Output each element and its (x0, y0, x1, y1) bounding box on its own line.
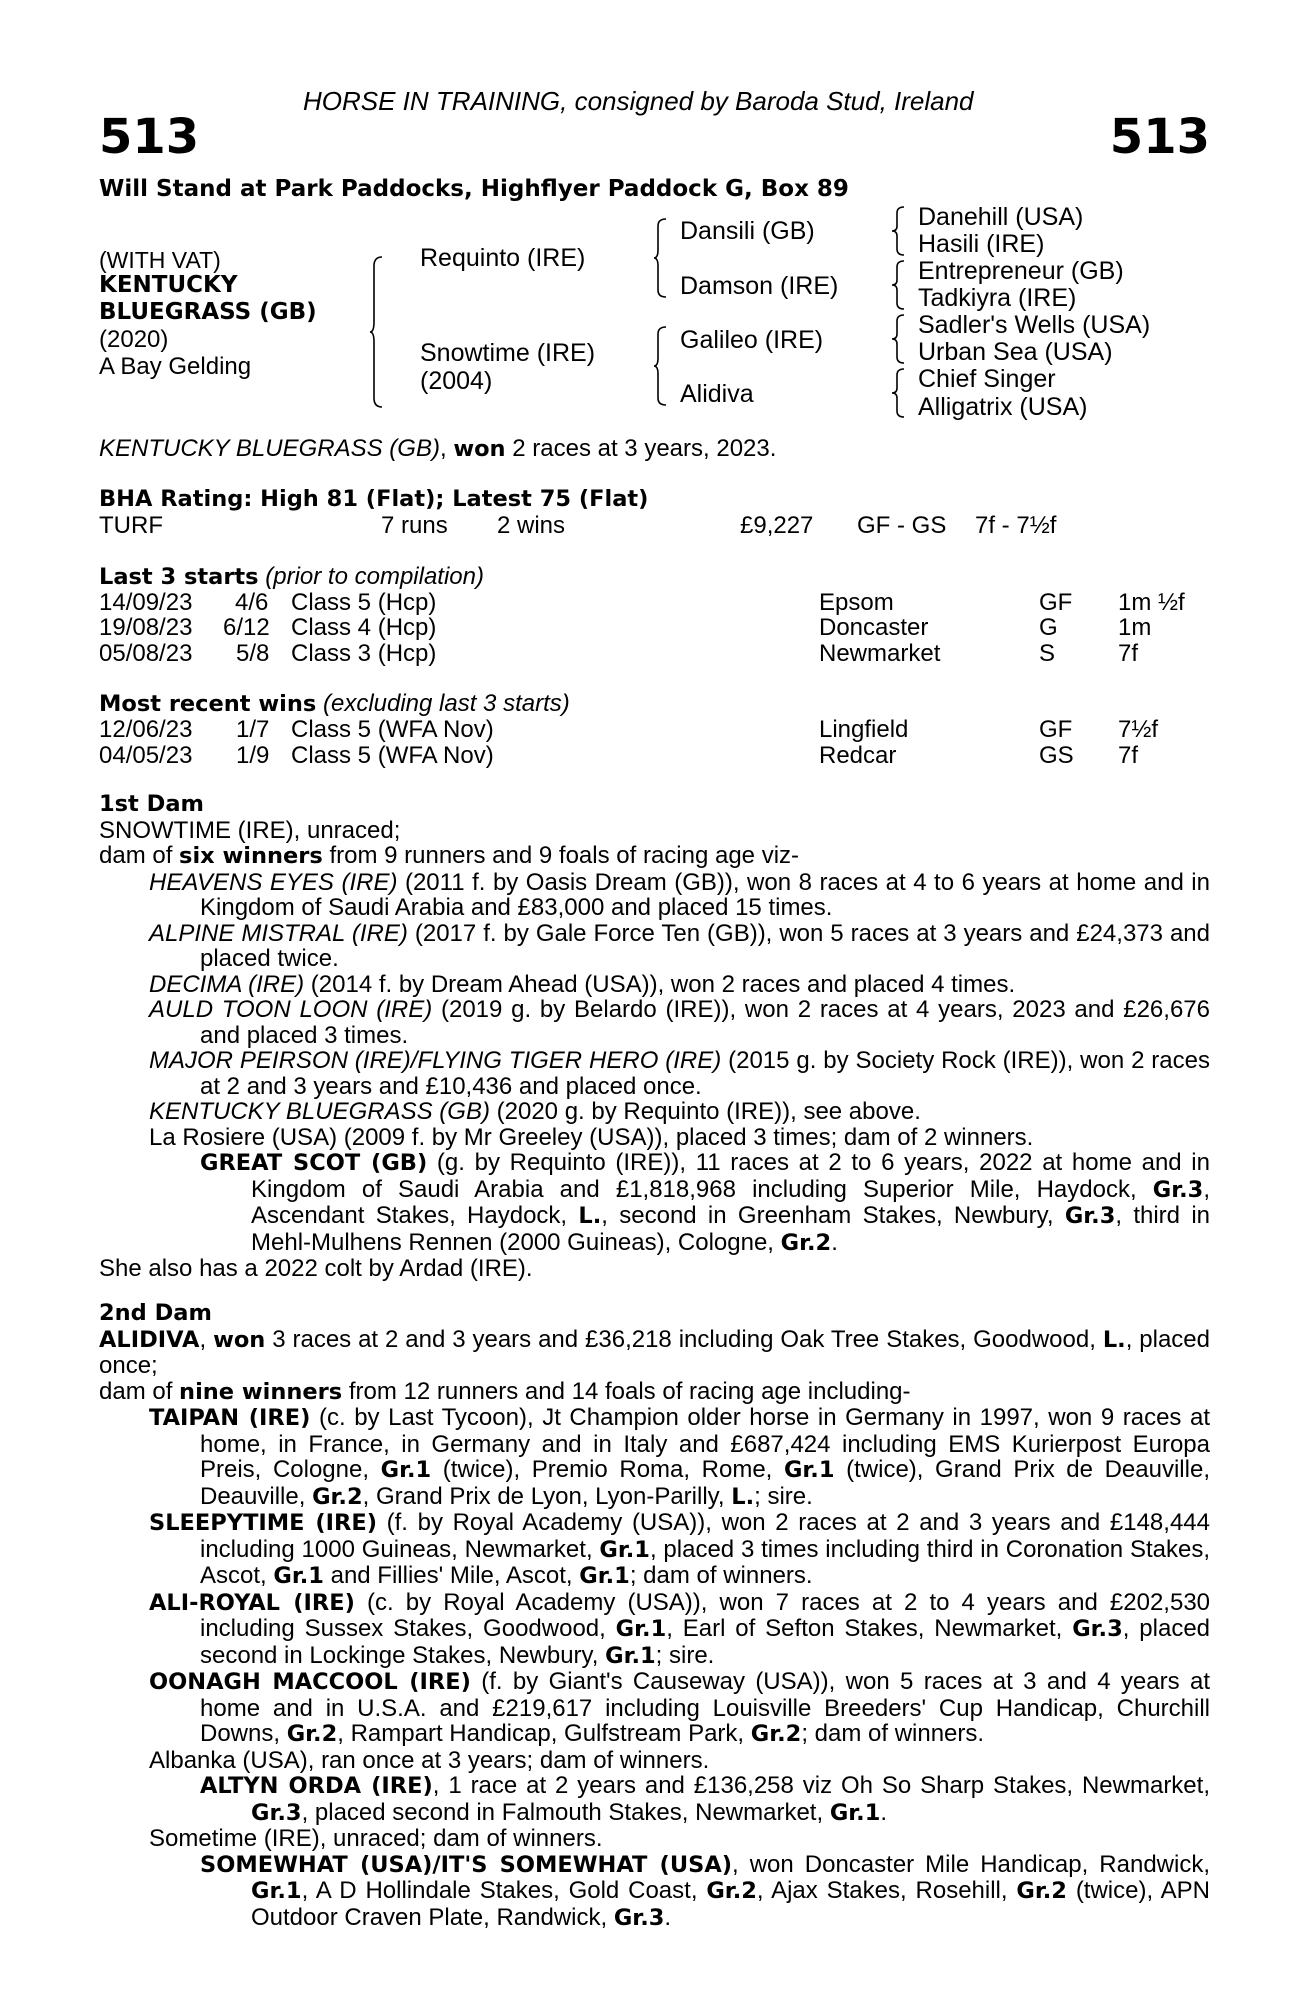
summary-horse-name: KENTUCKY BLUEGRASS (GB) (99, 435, 440, 462)
pedigree-dam: Snowtime (IRE) (420, 339, 596, 367)
rating-wins: 2 wins (497, 512, 566, 539)
recent-win-row: 04/05/23 1/9 Class 5 (WFA Nov) Redcar GS 7f (99, 742, 1139, 769)
produce-entry: SLEEPYTIME (IRE) (f. by Royal Academy (USA)), won 2 races at 2 and 3 years and £148,444 including 1000 Guineas, Newmarket, Gr.1, placed 3 times including third in Coronation Stakes, Ascot, Gr.1 and Fillies' Mile, Ascot, Gr.1; dam of winners. (149, 1509, 1210, 1589)
pedigree-brace-sd (891, 260, 905, 310)
pedigree-ddd: Alligatrix (USA) (918, 393, 1088, 421)
pedigree-dss: Sadler's Wells (USA) (918, 311, 1151, 339)
pedigree-sire-sire: Dansili (GB) (680, 217, 815, 245)
pedigree-dam-dam: Alidiva (680, 380, 754, 408)
last3-row: 14/09/23 4/6 Class 5 (Hcp) Epsom GF 1m ½f (99, 589, 1185, 616)
pedigree-ssd: Hasili (IRE) (918, 230, 1045, 258)
pedigree-sds: Entrepreneur (GB) (918, 257, 1124, 285)
rating-distance: 7f - 7½f (975, 512, 1057, 539)
last3-row: 19/08/23 6/12 Class 4 (Hcp) Doncaster G 1m (99, 614, 1152, 641)
grand-produce-entry: GREAT SCOT (GB) (g. by Requinto (IRE)), 11 races at 2 to 6 years, 2022 at home and in Kingdom of Saudi Arabia and £1,818,968 including Superior Mile, Haydock, Gr.3, Ascendant Stakes, Haydock, L., second in Greenham Stakes, Newbury, Gr.3, third in Mehl-Mulhens Rennen (2000 Guineas), Cologne, Gr.2. (200, 1149, 1211, 1256)
produce-entry: HEAVENS EYES (IRE) (2011 f. by Oasis Dream (GB)), won 8 races at 4 to 6 years at home and in Kingdom of Saudi Arabia and £83,000 and placed 15 times. (149, 868, 1210, 921)
produce-entry: KENTUCKY BLUEGRASS (GB) (2020 g. by Requinto (IRE)), see above. (149, 1098, 921, 1125)
pedigree-brace-sire (653, 218, 667, 298)
horse-name-line1: KENTUCKY (99, 272, 238, 298)
rating-going: GF - GS (857, 512, 947, 539)
produce-entry: Sometime (IRE), unraced; dam of winners. (149, 1825, 603, 1852)
lot-number-right: 513 (1109, 109, 1210, 165)
horse-year: (2020) (99, 326, 169, 353)
first-dam-produce: dam of six winners from 9 runners and 9 foals of racing age viz- (99, 842, 800, 869)
grand-produce-entry: ALTYN ORDA (IRE), 1 race at 2 years and £136,258 viz Oh So Sharp Stakes, Newmarket, Gr.3, placed second in Falmouth Stakes, Newmarket, Gr.1. (200, 1772, 1210, 1826)
produce-entry: DECIMA (IRE) (2014 f. by Dream Ahead (USA)), won 2 races and placed 4 times. (149, 970, 1016, 998)
pedigree-dam-year: (2004) (420, 367, 493, 395)
produce-entry: TAIPAN (IRE) (c. by Last Tycoon), Jt Champion older horse in Germany in 1997, won 9 races at home, in France, in Germany and in Italy and £687,424 including EMS Kurierpost Europa Preis, Cologne, Gr.1 (twice), Premio Roma, Rome, Gr.1 (twice), Grand Prix de Deauville, Deauville, Gr.2, Grand Prix de Lyon, Lyon-Parilly, L.; sire. (149, 1404, 1210, 1510)
grand-produce-entry: SOMEWHAT (USA)/IT'S SOMEWHAT (USA), won Doncaster Mile Handicap, Randwick, Gr.1, A D Hollindale Stakes, Gold Coast, Gr.2, Ajax Stakes, Rosehill, Gr.2 (twice), APN Outdoor Craven Plate, Randwick, Gr.3. (200, 1850, 1211, 1931)
summary-won: won (453, 436, 506, 462)
pedigree-brace-dd (891, 368, 905, 418)
pedigree-sss: Danehill (USA) (918, 203, 1084, 231)
consignment-header: HORSE IN TRAINING, consigned by Baroda Stud, Ireland (303, 86, 974, 116)
rating-runs: 7 runs (381, 512, 448, 539)
produce-entry: AULD TOON LOON (IRE) (2019 g. by Belardo (IRE)), won 2 races at 4 years, 2023 and £26,676 and placed 3 times. (149, 996, 1210, 1049)
race-summary: KENTUCKY BLUEGRASS (GB), won 2 races at 3 years, 2023. (99, 435, 777, 462)
catalogue-page (99, 0, 1210, 2000)
rating-surface: TURF (99, 512, 163, 539)
last3-heading: Last 3 starts (prior to compilation) (99, 563, 484, 590)
lot-number-left: 513 (99, 109, 200, 165)
pedigree-sire: Requinto (IRE) (420, 244, 586, 272)
pedigree-dsd: Urban Sea (USA) (918, 338, 1113, 366)
produce-entry: Albanka (USA), ran once at 3 years; dam of winners. (149, 1746, 710, 1774)
rating-prize: £9,227 (740, 512, 814, 539)
rating-stats-row (99, 512, 1210, 538)
pedigree-dds: Chief Singer (918, 365, 1056, 393)
second-dam-section (99, 1301, 1210, 1931)
recent-wins-heading: Most recent wins (excluding last 3 starts) (99, 690, 570, 717)
pedigree-brace-ss (891, 206, 905, 256)
pedigree-brace-dam (653, 326, 667, 406)
first-dam-intro: SNOWTIME (IRE), unraced; (99, 816, 401, 844)
produce-entry: MAJOR PEIRSON (IRE)/FLYING TIGER HERO (IRE) (2015 g. by Society Rock (IRE)), won 2 races at 2 and 3 years and £10,436 and placed once. (149, 1047, 1210, 1100)
pedigree-dam-sire: Galileo (IRE) (680, 326, 824, 354)
vat-note: (WITH VAT) (99, 247, 221, 273)
produce-entry: OONAGH MACCOOL (IRE) (f. by Giant's Causeway (USA)), won 5 races at 3 and 4 years at home and in U.S.A. and £219,617 including Louisville Breeders' Cup Handicap, Churchill Downs, Gr.2, Rampart Handicap, Gulfstream Park, Gr.2; dam of winners. (149, 1668, 1210, 1747)
second-dam-intro: ALIDIVA, won 3 races at 2 and 3 years and £36,218 including Oak Tree Stakes, Goodwood, L., placed once; (99, 1325, 1211, 1379)
first-dam-heading: 1st Dam (99, 791, 204, 817)
horse-name-line2: BLUEGRASS (GB) (99, 299, 317, 325)
pedigree-brace-main (369, 256, 383, 408)
second-dam-produce: dam of nine winners from 12 runners and 14 foals of racing age including- (99, 1377, 911, 1405)
last3-row: 05/08/23 5/8 Class 3 (Hcp) Newmarket S 7f (99, 640, 1139, 667)
second-dam-heading: 2nd Dam (99, 1300, 212, 1326)
first-dam-section (99, 792, 1210, 1282)
stand-location: Will Stand at Park Paddocks, Highflyer Paddock G, Box 89 (99, 176, 849, 202)
recent-win-row: 12/06/23 1/7 Class 5 (WFA Nov) Lingfield GF 7½f (99, 716, 1159, 743)
horse-description: A Bay Gelding (99, 353, 252, 380)
bha-rating: BHA Rating: High 81 (Flat); Latest 75 (Flat) (99, 486, 649, 512)
produce-entry: ALPINE MISTRAL (IRE) (2017 f. by Gale Force Ten (GB)), won 5 races at 3 years and £24,373 and placed twice. (149, 919, 1211, 972)
pedigree-brace-ds (891, 314, 905, 364)
pedigree-sire-dam: Damson (IRE) (680, 272, 839, 300)
produce-entry: ALI-ROYAL (IRE) (c. by Royal Academy (USA)), won 7 races at 2 to 4 years and £202,530 including Sussex Stakes, Goodwood, Gr.1, Earl of Sefton Stakes, Newmarket, Gr.3, placed second in Lockinge Stakes, Newbury, Gr.1; sire. (149, 1588, 1211, 1669)
pedigree-sdd: Tadkiyra (IRE) (918, 284, 1077, 312)
produce-entry: La Rosiere (USA) (2009 f. by Mr Greeley (USA)), placed 3 times; dam of 2 winners. (149, 1123, 1034, 1151)
first-dam-also: She also has a 2022 colt by Ardad (IRE). (99, 1255, 533, 1282)
